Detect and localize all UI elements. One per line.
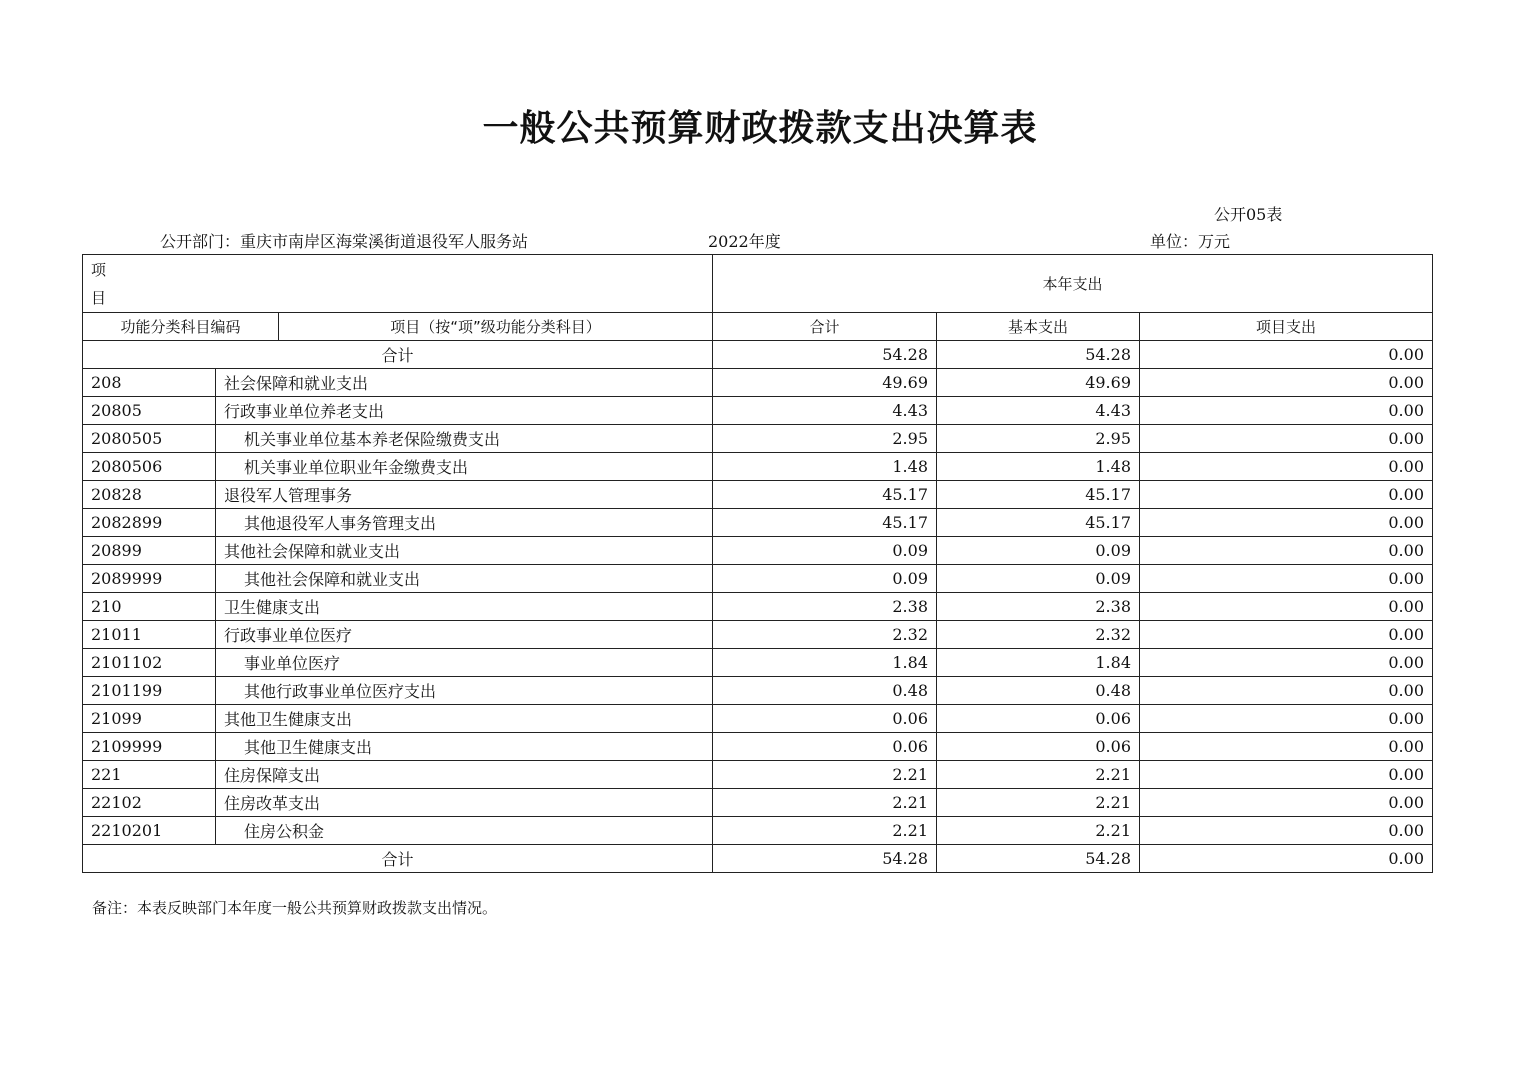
- table-row: [83, 705, 1433, 733]
- table-row: [83, 509, 1433, 537]
- row-basic: 0.09: [937, 537, 1140, 565]
- row-project: 0.00: [1140, 789, 1433, 817]
- row-code: 2080506: [83, 453, 216, 481]
- row-code: 20805: [83, 397, 216, 425]
- row-project: 0.00: [1140, 817, 1433, 845]
- row-project: 0.00: [1140, 593, 1433, 621]
- row-name: 卫生健康支出: [216, 593, 713, 621]
- total-project: 0.00: [1140, 845, 1433, 873]
- total-label: 合计: [83, 341, 713, 369]
- row-name: 机关事业单位基本养老保险缴费支出: [216, 425, 713, 453]
- row-project: 0.00: [1140, 677, 1433, 705]
- row-basic: 2.38: [937, 593, 1140, 621]
- table-row: [83, 453, 1433, 481]
- header-item-name: 项目（按“项”级功能分类科目）: [279, 313, 713, 341]
- row-total: 2.21: [713, 789, 937, 817]
- expenditure-table: [82, 254, 1433, 873]
- row-total: 0.48: [713, 677, 937, 705]
- row-total: 0.06: [713, 705, 937, 733]
- department-label: 公开部门：重庆市南岸区海棠溪街道退役军人服务站: [160, 232, 529, 251]
- page-title: 一般公共预算财政拨款支出决算表: [482, 107, 1038, 149]
- row-project: 0.00: [1140, 453, 1433, 481]
- row-code: 21011: [83, 621, 216, 649]
- row-basic: 1.48: [937, 453, 1140, 481]
- row-code: 2080505: [83, 425, 216, 453]
- total-basic: 54.28: [937, 845, 1140, 873]
- table-row: [83, 425, 1433, 453]
- table-row: [83, 369, 1433, 397]
- row-project: 0.00: [1140, 761, 1433, 789]
- row-name: 行政事业单位医疗: [216, 621, 713, 649]
- total-label: 合计: [83, 845, 713, 873]
- row-basic: 2.95: [937, 425, 1140, 453]
- row-code: 21099: [83, 705, 216, 733]
- row-project: 0.00: [1140, 565, 1433, 593]
- total-amount: 54.28: [713, 845, 937, 873]
- table-row: [83, 817, 1433, 845]
- row-code: 22102: [83, 789, 216, 817]
- row-name: 其他社会保障和就业支出: [216, 565, 713, 593]
- row-basic: 2.21: [937, 817, 1140, 845]
- row-total: 0.09: [713, 537, 937, 565]
- row-basic: 0.06: [937, 733, 1140, 761]
- total-amount: 54.28: [713, 341, 937, 369]
- row-code: 2082899: [83, 509, 216, 537]
- row-name: 其他退役军人事务管理支出: [216, 509, 713, 537]
- header-mu: 目: [91, 289, 107, 307]
- row-project: 0.00: [1140, 621, 1433, 649]
- header-row-top: [83, 255, 1433, 313]
- row-project: 0.00: [1140, 425, 1433, 453]
- table-row: [83, 593, 1433, 621]
- row-code: 20899: [83, 537, 216, 565]
- table-row: [83, 397, 1433, 425]
- row-name: 社会保障和就业支出: [216, 369, 713, 397]
- total-project: 0.00: [1140, 341, 1433, 369]
- row-code: 2109999: [83, 733, 216, 761]
- header-project: 项目支出: [1140, 313, 1433, 341]
- row-total: 49.69: [713, 369, 937, 397]
- row-basic: 45.17: [937, 481, 1140, 509]
- row-code: 20828: [83, 481, 216, 509]
- footnote: 备注：本表反映部门本年度一般公共预算财政拨款支出情况。: [92, 899, 498, 917]
- row-name: 住房改革支出: [216, 789, 713, 817]
- row-name: 机关事业单位职业年金缴费支出: [216, 453, 713, 481]
- row-name: 退役军人管理事务: [216, 481, 713, 509]
- row-project: 0.00: [1140, 481, 1433, 509]
- table-row: [83, 565, 1433, 593]
- row-basic: 2.32: [937, 621, 1140, 649]
- total-row-top: [83, 341, 1433, 369]
- row-total: 0.09: [713, 565, 937, 593]
- row-total: 2.21: [713, 817, 937, 845]
- table-row: [83, 481, 1433, 509]
- header-basic: 基本支出: [937, 313, 1140, 341]
- header-code: 功能分类科目编码: [83, 313, 279, 341]
- table-row: [83, 537, 1433, 565]
- row-project: 0.00: [1140, 733, 1433, 761]
- form-number: 公开05表: [1214, 205, 1283, 224]
- row-code: 208: [83, 369, 216, 397]
- row-total: 4.43: [713, 397, 937, 425]
- row-project: 0.00: [1140, 537, 1433, 565]
- row-project: 0.00: [1140, 509, 1433, 537]
- header-row-columns: [83, 313, 1433, 341]
- total-basic: 54.28: [937, 341, 1140, 369]
- header-year-expense: 本年支出: [713, 255, 1433, 313]
- row-code: 2210201: [83, 817, 216, 845]
- row-basic: 0.06: [937, 705, 1140, 733]
- row-total: 1.48: [713, 453, 937, 481]
- header-xiang: 项: [91, 261, 107, 279]
- row-basic: 45.17: [937, 509, 1140, 537]
- row-total: 45.17: [713, 481, 937, 509]
- table-row: [83, 677, 1433, 705]
- row-total: 1.84: [713, 649, 937, 677]
- row-code: 2101102: [83, 649, 216, 677]
- table-row: [83, 789, 1433, 817]
- unit-label: 单位：万元: [1150, 232, 1231, 251]
- row-total: 2.38: [713, 593, 937, 621]
- row-name: 行政事业单位养老支出: [216, 397, 713, 425]
- row-total: 2.32: [713, 621, 937, 649]
- row-project: 0.00: [1140, 705, 1433, 733]
- row-code: 2101199: [83, 677, 216, 705]
- row-name: 住房公积金: [216, 817, 713, 845]
- table-row: [83, 621, 1433, 649]
- row-total: 2.95: [713, 425, 937, 453]
- row-total: 2.21: [713, 761, 937, 789]
- row-basic: 2.21: [937, 761, 1140, 789]
- row-name: 住房保障支出: [216, 761, 713, 789]
- row-basic: 2.21: [937, 789, 1140, 817]
- row-project: 0.00: [1140, 649, 1433, 677]
- row-code: 221: [83, 761, 216, 789]
- row-total: 0.06: [713, 733, 937, 761]
- row-project: 0.00: [1140, 397, 1433, 425]
- row-basic: 49.69: [937, 369, 1140, 397]
- row-name: 事业单位医疗: [216, 649, 713, 677]
- table-row: [83, 649, 1433, 677]
- row-project: 0.00: [1140, 369, 1433, 397]
- fiscal-year: 2022年度: [708, 232, 781, 251]
- row-basic: 4.43: [937, 397, 1140, 425]
- table-row: [83, 733, 1433, 761]
- row-code: 2089999: [83, 565, 216, 593]
- row-name: 其他社会保障和就业支出: [216, 537, 713, 565]
- row-basic: 0.09: [937, 565, 1140, 593]
- row-basic: 1.84: [937, 649, 1140, 677]
- row-total: 45.17: [713, 509, 937, 537]
- row-name: 其他卫生健康支出: [216, 733, 713, 761]
- header-item-cell: [83, 255, 713, 313]
- row-name: 其他卫生健康支出: [216, 705, 713, 733]
- row-code: 210: [83, 593, 216, 621]
- row-basic: 0.48: [937, 677, 1140, 705]
- row-name: 其他行政事业单位医疗支出: [216, 677, 713, 705]
- total-row-bottom: [83, 845, 1433, 873]
- header-total: 合计: [713, 313, 937, 341]
- table-row: [83, 761, 1433, 789]
